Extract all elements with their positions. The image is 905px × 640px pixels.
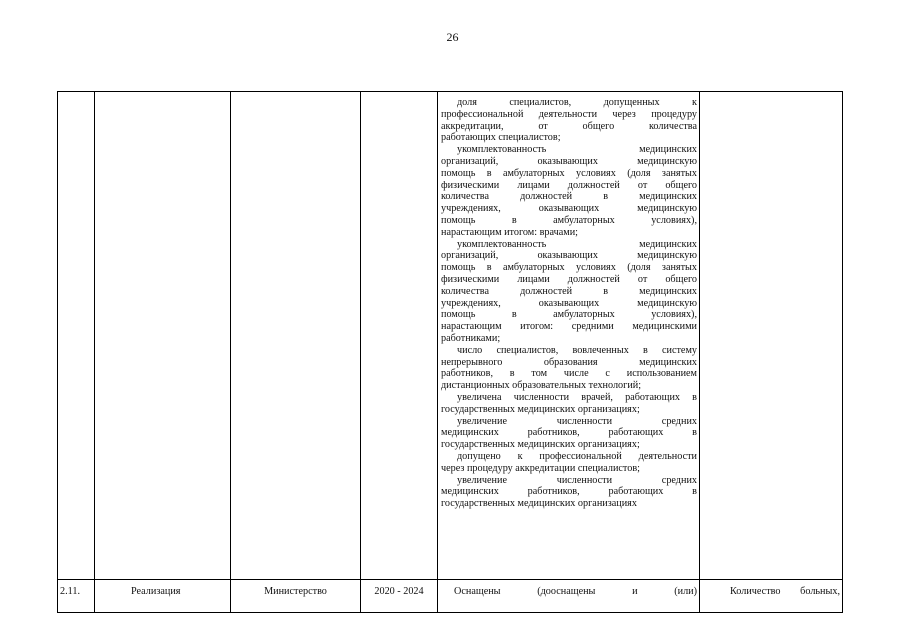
cell-measure-name xyxy=(95,92,231,580)
indicator-line: медицинских работников, работающих в xyxy=(441,486,697,498)
cell-results xyxy=(438,92,700,580)
result-text: Оснащены (дооснащены и (или) xyxy=(438,580,700,613)
indicator-line: медицинских работников, работающих в xyxy=(441,427,697,439)
indicator-line: государственных медицинских организациях xyxy=(441,498,637,510)
indicator-line: через процедуру аккредитации специалистов; xyxy=(441,462,640,474)
indicator-line: укомплектованность медицинских xyxy=(457,238,697,250)
indicator-line: число специалистов, вовлеченных в систему xyxy=(457,344,697,356)
indicator-line: государственных медицинских организациях; xyxy=(441,439,640,451)
cell-executor xyxy=(231,92,361,580)
executor: Министерство xyxy=(231,580,361,613)
indicator-line: нарастающим итогом: средними медицинскими xyxy=(441,321,697,333)
row-number: 2.11. xyxy=(58,580,95,613)
indicator-line: аккредитации, от общего количества xyxy=(441,120,697,132)
indicator-line: работников, в том числе с использованием xyxy=(441,368,697,380)
indicator-line: помощь в амбулаторных условиях), xyxy=(441,214,697,226)
indicator-line: помощь в амбулаторных условиях), xyxy=(441,309,697,321)
indicator-line: дистанционных образовательных технологий; xyxy=(441,380,642,392)
indicator-line: укомплектованность медицинских xyxy=(457,144,697,156)
indicator-line: профессиональной деятельности через процедуру xyxy=(441,108,697,120)
indicator-line: доля специалистов, допущенных к xyxy=(457,97,697,108)
indicator-line: увеличена численности врачей, работающих в xyxy=(457,391,697,403)
indicator-line: физическими лицами должностей от общего xyxy=(441,179,697,191)
indicator-line: непрерывного образования медицинских xyxy=(441,356,697,368)
indicator-line: количества должностей в медицинских xyxy=(441,285,697,297)
indicator-line: увеличение численности средних xyxy=(457,415,697,427)
indicator-line: количества должностей в медицинских xyxy=(441,191,697,203)
period: 2020 - 2024 xyxy=(361,580,438,613)
indicator-line: увеличение численности средних xyxy=(457,474,697,486)
cell-number xyxy=(58,92,95,580)
indicators-text xyxy=(438,92,699,510)
table-row-continued xyxy=(58,92,843,580)
indicator-line: государственных медицинских организациях; xyxy=(441,403,640,415)
indicator-line: учреждениях, оказывающих медицинскую xyxy=(441,297,697,309)
cell-period xyxy=(361,92,438,580)
indicator-line: учреждениях, оказывающих медицинскую xyxy=(441,203,697,215)
page-number: 26 xyxy=(446,30,459,44)
measure-name: Реализация xyxy=(95,580,231,613)
indicator-line: работающих специалистов; xyxy=(441,132,561,144)
indicator-line: допущено к профессиональной деятельности xyxy=(457,450,697,462)
table-row xyxy=(58,580,843,613)
cell-indicator xyxy=(700,92,843,580)
indicator-line: организаций, оказывающих медицинскую xyxy=(441,250,697,262)
indicator-line: помощь в амбулаторных условиях (доля занятых xyxy=(441,262,697,274)
indicator-line: нарастающим итогом: врачами; xyxy=(441,226,579,238)
indicator-text: Количество больных, xyxy=(700,580,843,613)
indicator-line: физическими лицами должностей от общего xyxy=(441,273,697,285)
indicator-line: работниками; xyxy=(441,332,501,344)
indicator-line: организаций, оказывающих медицинскую xyxy=(441,155,697,167)
measures-table xyxy=(57,91,843,613)
indicator-line: помощь в амбулаторных условиях (доля занятых xyxy=(441,167,697,179)
